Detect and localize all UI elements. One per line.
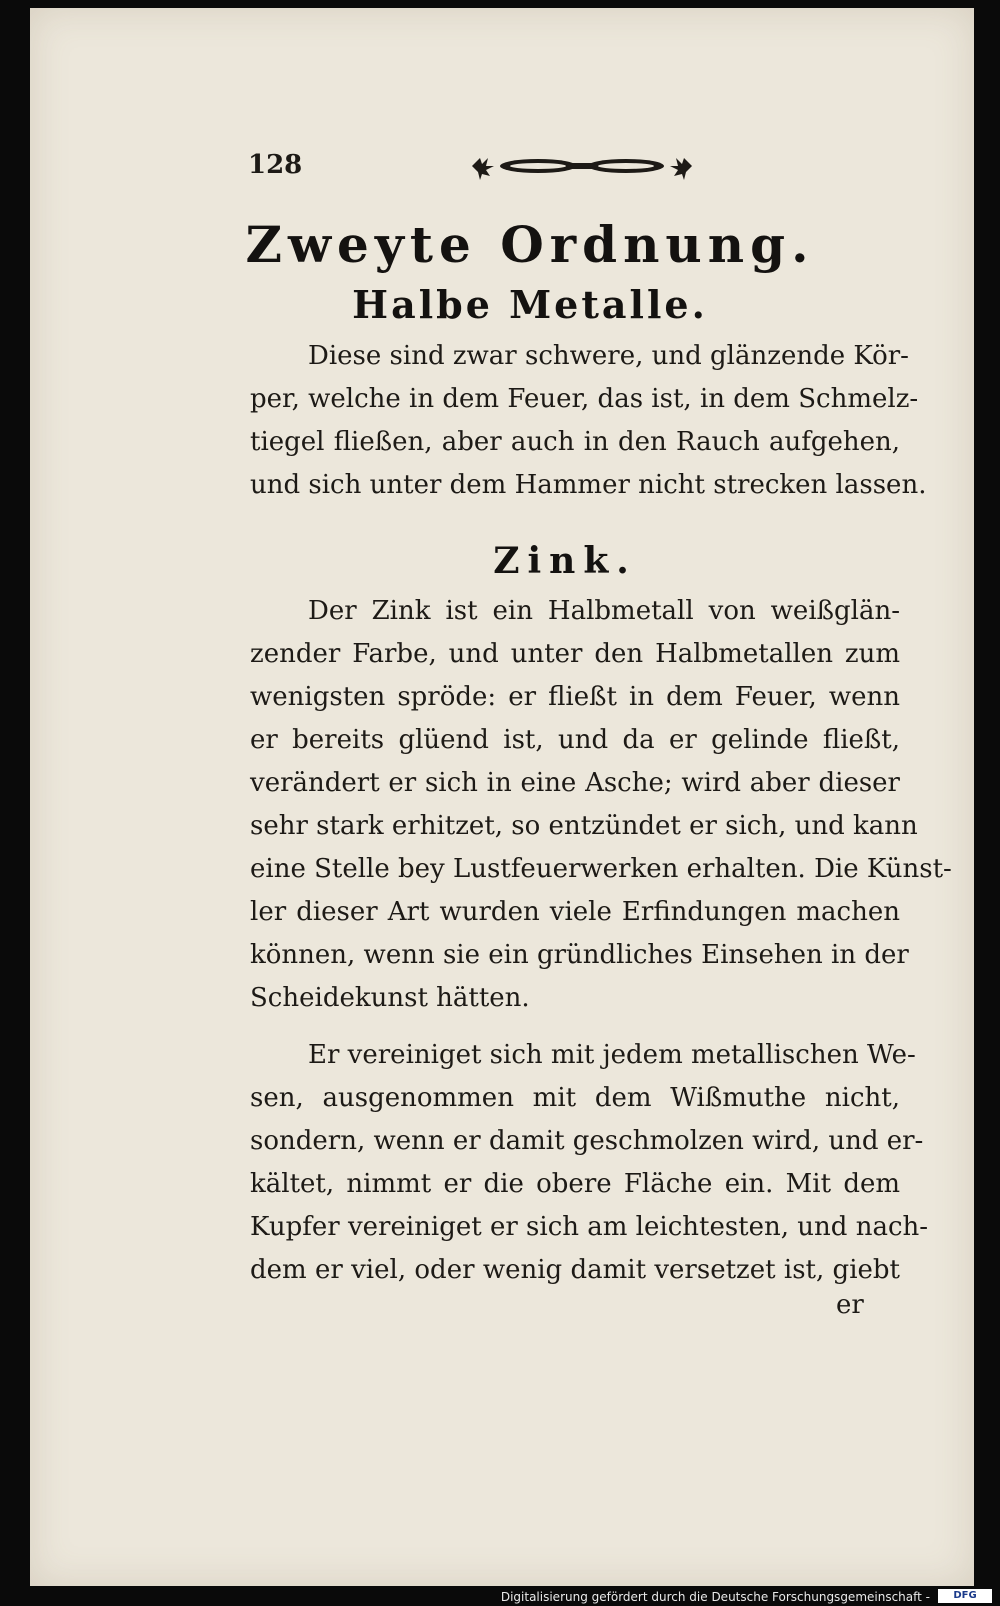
metal-paragraph <box>250 1034 929 1292</box>
text-line: er bereits glüend ist, und da er gelinde fließt, <box>250 725 900 755</box>
text-line: und sich unter dem Hammer nicht strecken lassen. <box>250 470 927 500</box>
catchword: er <box>836 1290 864 1320</box>
text-line: verändert er sich in eine Asche; wird aber dieser <box>250 768 900 798</box>
section-title: Zink. <box>493 540 637 582</box>
text-line: zender Farbe, und unter den Halbmetallen zum <box>250 639 900 669</box>
zink-paragraph <box>250 590 952 1020</box>
text-line: eine Stelle bey Lustfeuerwerken erhalten. Die Künst- <box>250 854 952 884</box>
text-line: Scheidekunst hätten. <box>250 983 530 1013</box>
page-number: 128 <box>248 150 303 180</box>
text-line: Diese sind zwar schwere, und glänzende Kör- <box>308 341 909 371</box>
text-line: sehr stark erhitzet, so entzündet er sich, und kann <box>250 811 918 841</box>
text-line: sondern, wenn er damit geschmolzen wird, und er- <box>250 1126 924 1156</box>
dfg-logo: DFG <box>938 1589 992 1603</box>
text-line: können, wenn sie ein gründliches Einsehen in der <box>250 940 909 970</box>
decorative-headpiece-icon <box>468 150 696 182</box>
text-line: dem er viel, oder wenig damit versetzet ist, giebt <box>250 1255 900 1285</box>
text-line: kältet, nimmt er die obere Fläche ein. Mit dem <box>250 1169 900 1199</box>
intro-paragraph <box>250 335 927 507</box>
chapter-subtitle: Halbe Metalle. <box>352 282 708 327</box>
text-line: ler dieser Art wurden viele Erfindungen machen <box>250 897 900 927</box>
text-line: per, welche in dem Feuer, das ist, in dem Schmelz- <box>250 384 919 414</box>
chapter-title: Zweyte Ordnung. <box>245 215 815 274</box>
text-line: Kupfer vereiniget er sich am leichtesten, und nach- <box>250 1212 929 1242</box>
footer-bar <box>0 1586 1000 1606</box>
text-line: sen, ausgenommen mit dem Wißmuthe nicht, <box>250 1083 900 1113</box>
text-line: Er vereiniget sich mit jedem metallischen We- <box>308 1040 916 1070</box>
text-line: wenigsten spröde: er fließt in dem Feuer, wenn <box>250 682 900 712</box>
text-line: Der Zink ist ein Halbmetall von weißglän- <box>308 596 900 626</box>
text-line: tiegel fließen, aber auch in den Rauch aufgehen, <box>250 427 900 457</box>
funding-credit: Digitalisierung gefördert durch die Deutsche Forschungsgemeinschaft - <box>500 1590 930 1604</box>
